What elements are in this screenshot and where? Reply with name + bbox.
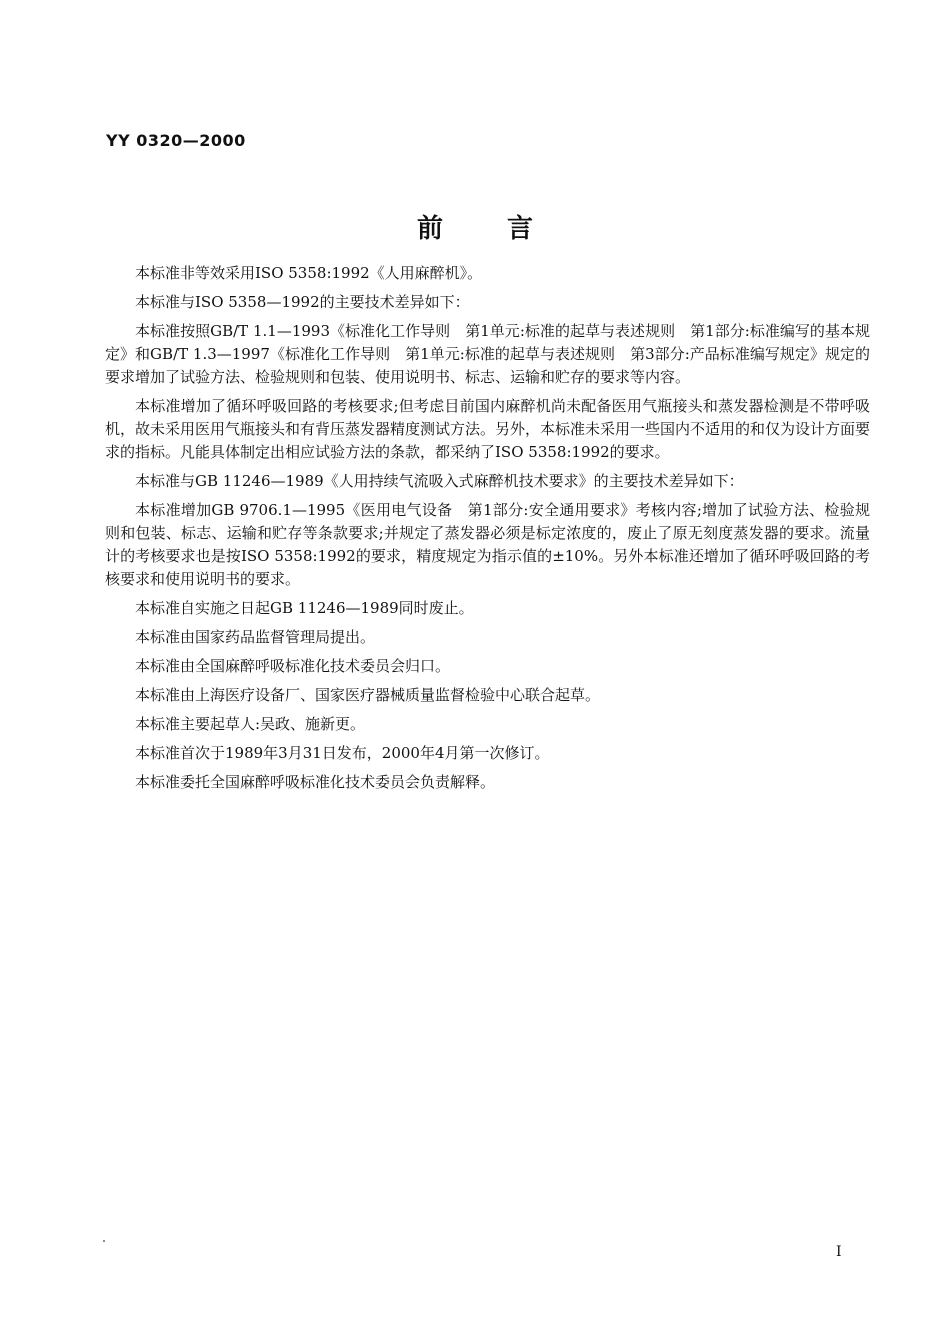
- paragraph: 本标准与ISO 5358—1992的主要技术差异如下：: [135, 293, 470, 311]
- page-number: I: [836, 1244, 842, 1260]
- paragraph: 本标准与GB 11246—1989《人用持续气流吸入式麻醉机技术要求》的主要技术差异如下：: [135, 472, 744, 490]
- paragraph: 本标准增加GB 9706.1—1995《医用电气设备 第1部分:安全通用要求》考核内容;增加了试验方法、检验规则和包装、标志、运输和贮存等条款要求;并规定了蒸发器必须是标定浓度的，废止了原无刻度蒸发器的要求。流量计的考核要求也是按ISO 5358:1992的要求，精度规定为指示值的±10%。另外本标准还增加了循环呼吸回路的考核要求和使用说明书的要求。: [105, 501, 870, 588]
- standard-number: YY 0320—2000: [106, 131, 246, 150]
- scan-speck: [103, 1240, 105, 1242]
- foreword-body: [105, 262, 870, 800]
- paragraph: 本标准按照GB/T 1.1—1993《标准化工作导则 第1单元:标准的起草与表述规则 第1部分:标准编写的基本规定》和GB/T 1.3—1997《标准化工作导则 第1单元:标准的起草与表述规则 第3部分:产品标准编写规定》规定的要求增加了试验方法、检验规则和包装、使用说明书、标志、运输和贮存的要求等内容。: [105, 322, 870, 386]
- page-title: 前言: [416, 214, 597, 244]
- paragraph: 本标准由上海医疗设备厂、国家医疗器械质量监督检验中心联合起草。: [135, 686, 601, 704]
- paragraph: 本标准增加了循环呼吸回路的考核要求;但考虑目前国内麻醉机尚未配备医用气瓶接头和蒸发器检测是不带呼吸机，故未采用医用气瓶接头和有背压蒸发器精度测试方法。另外，本标准未采用一些国内不适用的和仅为设计方面要求的指标。凡能具体制定出相应试验方法的条款，都采纳了ISO 5358:1992的要求。: [105, 397, 871, 461]
- paragraph: 本标准委托全国麻醉呼吸标准化技术委员会负责解释。: [135, 773, 496, 791]
- paragraph: 本标准由全国麻醉呼吸标准化技术委员会归口。: [135, 657, 451, 675]
- paragraph: 本标准非等效采用ISO 5358:1992《人用麻醉机》。: [135, 264, 483, 282]
- paragraph: 本标准由国家药品监督管理局提出。: [135, 628, 376, 646]
- paragraph: 本标准自实施之日起GB 11246—1989同时废止。: [135, 599, 474, 617]
- paragraph: 本标准首次于1989年3月31日发布，2000年4月第一次修订。: [135, 744, 550, 762]
- paragraph: 本标准主要起草人:吴政、施新更。: [135, 715, 366, 733]
